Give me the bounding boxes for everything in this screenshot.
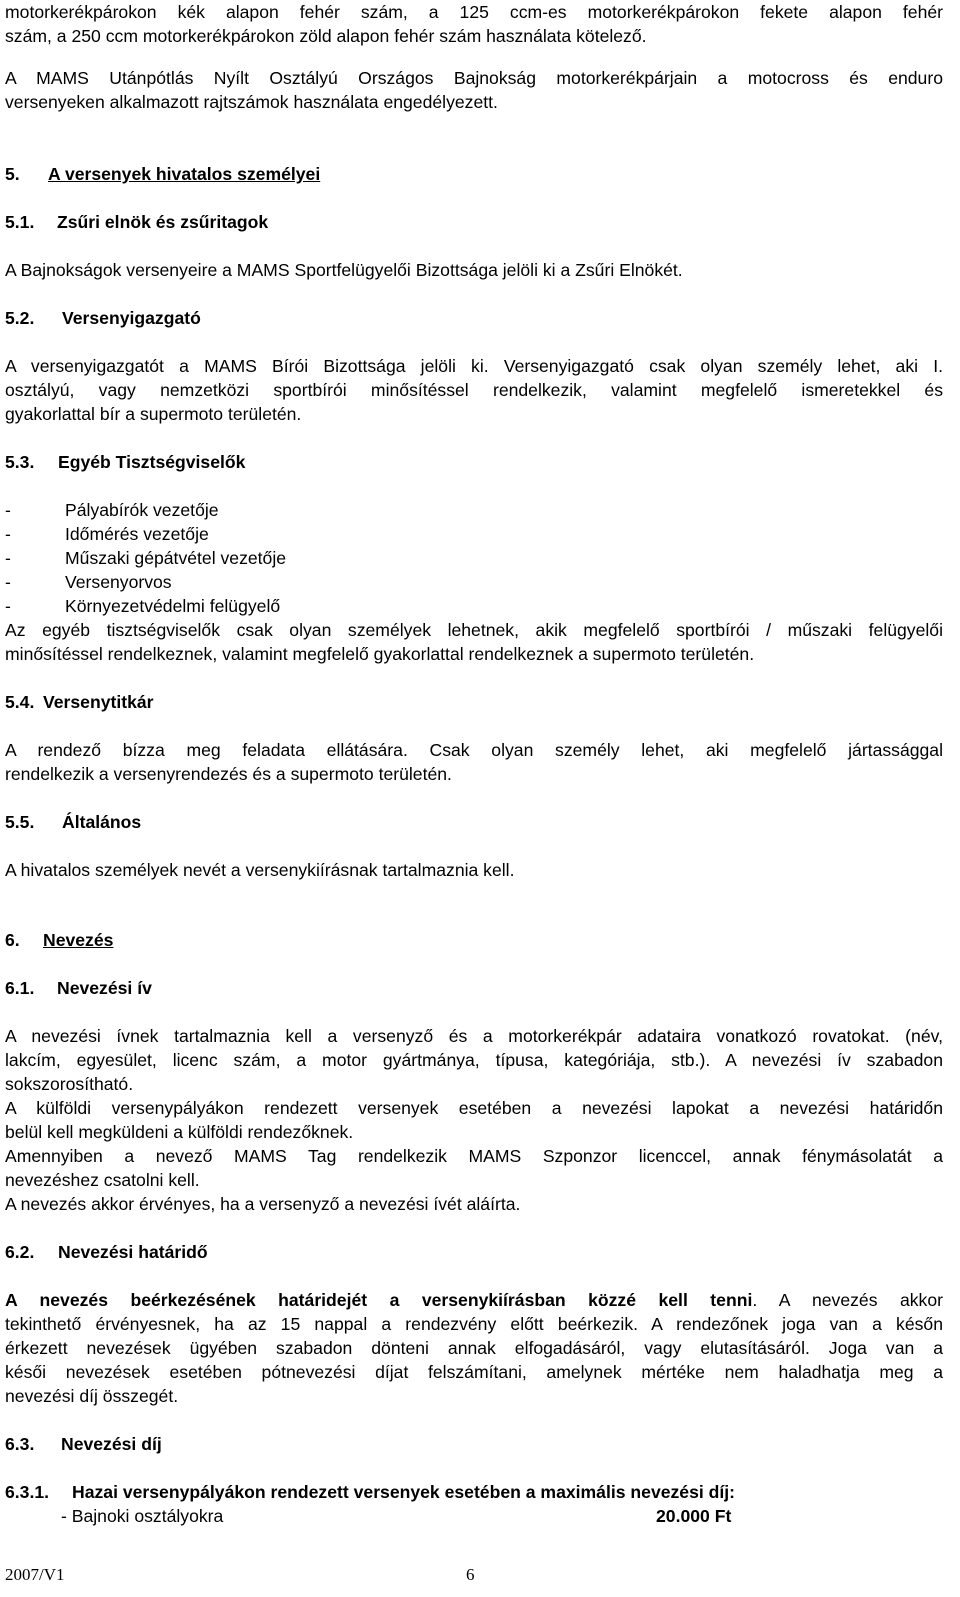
section-title: Nevezés — [43, 930, 114, 950]
section-number: 5.4. — [5, 692, 35, 712]
section-title: Zsűri elnök és zsűritagok — [57, 212, 269, 232]
regular-text: . A nevezés akkor — [752, 1290, 944, 1310]
intro-line: versenyeken alkalmazott rajtszámok használata engedélyezett. — [5, 92, 498, 112]
section-6-2-heading — [5, 1240, 943, 1265]
paragraph-line: sokszorosítható. — [5, 1074, 134, 1094]
paragraph-line: nevezési díj összegét. — [5, 1386, 179, 1406]
section-5-heading — [5, 162, 943, 187]
section-title: Általános — [62, 812, 142, 832]
section-title: Hazai versenypályákon rendezett versenyek esetében a maximális nevezési díj: — [72, 1482, 736, 1502]
list-item — [5, 594, 280, 619]
page-number: 6 — [466, 1565, 475, 1584]
paragraph-line: rendelkezik a versenyrendezés és a supermoto területén. — [5, 764, 452, 784]
list-dash: - — [5, 572, 11, 592]
paragraph-line — [5, 1288, 943, 1313]
section-title: Versenytitkár — [43, 692, 154, 712]
section-5-4-heading — [5, 690, 943, 715]
section-title: Nevezési határidő — [58, 1242, 208, 1262]
paragraph-line: A hivatalos személyek nevét a versenykiírásnak tartalmaznia kell. — [5, 860, 515, 880]
paragraph-line: A versenyigazgatót a MAMS Bírói Bizottsága jelöli ki. Versenyigazgató csak olyan személy lehet, aki I. — [5, 356, 943, 376]
section-5-3-heading — [5, 450, 943, 475]
section-number: 6. — [5, 930, 20, 950]
list-item — [5, 546, 286, 571]
section-number: 5.3. — [5, 452, 35, 472]
intro-line: A MAMS Utánpótlás Nyílt Osztályú Országos Bajnokság motorkerékpárjain a motocross és enduro — [5, 68, 943, 88]
section-title: Egyéb Tisztségviselők — [58, 452, 246, 472]
list-item-text: Időmérés vezetője — [65, 524, 209, 544]
intro-line: motorkerékpárokon kék alapon fehér szám, a 125 ccm-es motorkerékpárokon fekete alapon fehér — [5, 2, 943, 22]
paragraph-line: tekinthető érvényesnek, ha az 15 nappal a rendezvény előtt beérkezik. A rendezőnek joga van a későn — [5, 1314, 943, 1334]
paragraph-line: nevezéshez csatolni kell. — [5, 1170, 200, 1190]
list-item-text: Környezetvédelmi felügyelő — [65, 596, 281, 616]
list-dash: - — [5, 596, 11, 616]
paragraph-line: lakcím, egyesület, licenc szám, a motor gyártmánya, típusa, kategóriája, stb.). A nevezési ív szabadon — [5, 1050, 943, 1070]
footer-version: 2007/V1 — [5, 1565, 65, 1584]
paragraph-line: A nevezés akkor érvényes, ha a versenyző a nevezési ívét aláírta. — [5, 1194, 521, 1214]
paragraph-line: A külföldi versenypályákon rendezett versenyek esetében a nevezési lapokat a nevezési határidőn — [5, 1098, 943, 1118]
list-item-text: Pályabírók vezetője — [65, 500, 219, 520]
paragraph-line: érkezett nevezések ügyében szabadon dönteni annak elfogadásáról, vagy elutasításáról. Joga van a — [5, 1338, 943, 1358]
section-number: 6.3.1. — [5, 1482, 50, 1502]
section-number: 6.3. — [5, 1434, 35, 1454]
section-title: Nevezési ív — [57, 978, 152, 998]
section-title: Nevezési díj — [61, 1434, 162, 1454]
section-title: A versenyek hivatalos személyei — [48, 164, 321, 184]
paragraph-line: minősítéssel rendelkeznek, valamint megfelelő gyakorlattal rendelkeznek a supermoto területén. — [5, 644, 755, 664]
list-item — [5, 522, 209, 547]
paragraph-line: osztályú, vagy nemzetközi sportbírói minősítéssel rendelkezik, valamint megfelelő ismeretekkel és — [5, 380, 943, 400]
fee-row-label: - Bajnoki osztályokra — [61, 1506, 224, 1526]
section-number: 5.1. — [5, 212, 35, 232]
paragraph-line: késői nevezések esetében pótnevezési díjat felszámítani, amelynek mértéke nem haladhatja meg a — [5, 1362, 943, 1382]
paragraph-line: Az egyéb tisztségviselők csak olyan személyek lehetnek, akik megfelelő sportbírói / műszaki felügyelői — [5, 620, 943, 640]
list-dash: - — [5, 548, 11, 568]
section-6-3-heading — [5, 1432, 943, 1457]
paragraph-line: gyakorlattal bír a supermoto területén. — [5, 404, 302, 424]
section-6-heading — [5, 928, 943, 953]
section-5-1-heading — [5, 210, 943, 235]
section-number: 5. — [5, 164, 20, 184]
section-5-2-heading — [5, 306, 943, 331]
intro-line: szám, a 250 ccm motorkerékpárokon zöld alapon fehér szám használata kötelező. — [5, 26, 647, 46]
section-number: 5.5. — [5, 812, 35, 832]
paragraph-line: Amennyiben a nevező MAMS Tag rendelkezik MAMS Szponzor licenccel, annak fénymásolatát a — [5, 1146, 943, 1166]
section-number: 6.1. — [5, 978, 35, 998]
paragraph-line: A rendező bízza meg feladata ellátására. Csak olyan személy lehet, aki megfelelő jártassággal — [5, 740, 943, 760]
list-item — [5, 498, 219, 523]
list-item-text: Műszaki gépátvétel vezetője — [65, 548, 287, 568]
section-number: 5.2. — [5, 308, 35, 328]
section-number: 6.2. — [5, 1242, 35, 1262]
section-6-3-1-heading — [5, 1480, 943, 1505]
list-item-text: Versenyorvos — [65, 572, 172, 592]
bold-text: A nevezés beérkezésének határidejét a versenykiírásban közzé kell tenni — [5, 1290, 753, 1310]
section-5-5-heading — [5, 810, 943, 835]
section-title: Versenyigazgató — [62, 308, 201, 328]
paragraph-line: A Bajnokságok versenyeire a MAMS Sportfelügyelői Bizottsága jelöli ki a Zsűri Elnökét. — [5, 260, 683, 280]
paragraph-line: belül kell megküldeni a külföldi rendezőknek. — [5, 1122, 354, 1142]
list-dash: - — [5, 524, 11, 544]
list-dash: - — [5, 500, 11, 520]
paragraph-line: A nevezési ívnek tartalmaznia kell a versenyző és a motorkerékpár adataira vonatkozó rovatokat. (név, — [5, 1026, 943, 1046]
section-6-1-heading — [5, 976, 943, 1001]
fee-row-value: 20.000 Ft — [656, 1506, 732, 1526]
list-item — [5, 570, 172, 595]
